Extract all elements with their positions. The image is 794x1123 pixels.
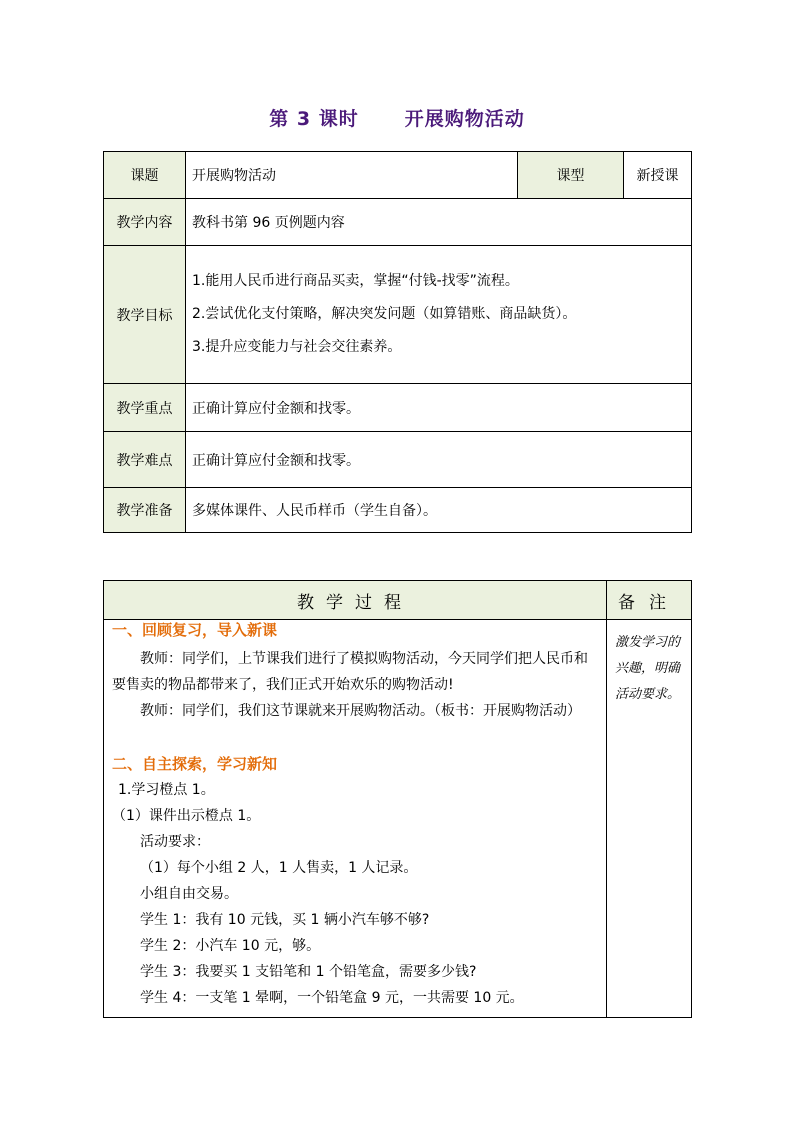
step-line: 活动要求： [140,834,210,850]
key-point-value: 正确计算应付金额和找零。 [186,384,692,432]
lesson-number: 第 3 课时 [269,108,359,130]
step-line: 1.学习橙点 1。 [118,782,215,798]
topic-row [104,152,692,199]
lesson-info-table [103,151,692,533]
topic-label: 课题 [104,152,186,199]
type-label: 课型 [518,152,624,199]
content-row [104,199,692,246]
dialogue-line: 学生 2：小汽车 10 元，够。 [140,938,321,954]
difficult-point-value: 正确计算应付金额和找零。 [186,432,692,488]
section-heading: 二、自主探索，学习新知 [112,755,278,773]
paragraph: 教师：同学们，上节课我们进行了模拟购物活动，今天同学们把人民币和要售卖的物品都带来了，我们正式开始欢乐的购物活动! [112,651,588,693]
dialogue-line: 学生 4：一支笔 1 晕啊，一个铅笔盒 9 元，一共需要 10 元。 [140,990,524,1006]
type-value: 新授课 [624,152,692,199]
section-heading: 一、回顾复习，导入新课 [112,621,278,639]
content-label: 教学内容 [104,199,186,246]
preparation-label: 教学准备 [104,488,186,533]
dialogue-line: 学生 1：我有 10 元钱，买 1 辆小汽车够不够? [140,912,430,928]
key-point-label: 教学重点 [104,384,186,432]
step-line: 小组自由交易。 [140,886,238,902]
teaching-process-table [103,580,692,1018]
preparation-row [104,488,692,533]
goals-label: 教学目标 [104,246,186,384]
goal-item: 2.尝试优化支付策略，解决突发问题（如算错账、商品缺货）。 [192,306,577,322]
goals-row [104,246,692,384]
step-line: （1）每个小组 2 人，1 人售卖，1 人记录。 [140,860,418,876]
step-line: （1）课件出示橙点 1。 [112,808,261,824]
process-body [104,620,607,1018]
dialogue-line: 学生 3：我要买 1 支铅笔和 1 个铅笔盒，需要多少钱? [140,964,477,980]
process-header: 教学过程 [104,581,607,620]
difficult-point-row [104,432,692,488]
paragraph: 教师：同学们，我们这节课就来开展购物活动。（板书：开展购物活动） [140,703,581,719]
notes-header: 备注 [607,581,692,620]
difficult-point-label: 教学难点 [104,432,186,488]
lesson-heading [0,104,794,131]
topic-value: 开展购物活动 [186,152,518,199]
lesson-title: 开展购物活动 [404,108,525,130]
notes-value: 激发学习的兴趣，明确活动要求。 [607,620,692,1018]
goals-list [186,246,692,384]
preparation-value: 多媒体课件、人民币样币（学生自备）。 [186,488,692,533]
key-point-row [104,384,692,432]
goal-item: 1.能用人民币进行商品买卖，掌握“付钱-找零”流程。 [192,273,519,289]
goal-item: 3.提升应变能力与社会交往素养。 [192,339,402,355]
content-value: 教科书第 96 页例题内容 [186,199,692,246]
